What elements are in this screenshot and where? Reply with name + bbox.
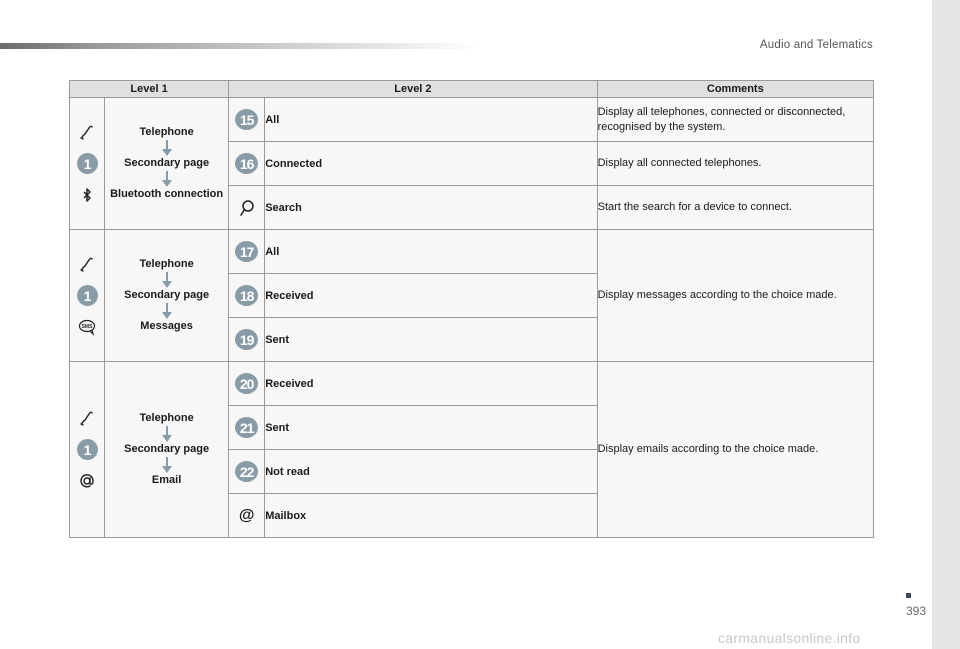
badge-21: 21 — [235, 417, 258, 438]
table-row — [70, 230, 874, 274]
path-step: Bluetooth connection — [110, 188, 224, 200]
header-gradient-bar — [0, 43, 480, 49]
section-title: Audio and Telematics — [759, 39, 873, 51]
path-step: Secondary page — [124, 443, 210, 455]
level2-label: Received — [265, 274, 597, 318]
path-step: Telephone — [139, 412, 194, 424]
table-header-row — [70, 81, 874, 98]
arrow-down-icon — [162, 272, 172, 288]
path-step: Email — [151, 474, 182, 486]
header-level1: Level 1 — [70, 81, 229, 98]
comment: Display emails according to the choice made. — [597, 362, 873, 538]
badge-22: 22 — [235, 461, 258, 482]
path-step: Secondary page — [124, 157, 210, 169]
sms-icon — [78, 318, 96, 336]
badge-1: 1 — [77, 439, 98, 460]
comment: Display messages according to the choice made. — [597, 230, 873, 362]
badge-18: 18 — [235, 285, 258, 306]
at-icon: @ — [238, 506, 255, 524]
table-row — [70, 362, 874, 406]
phone-icon — [78, 409, 96, 427]
group-path-bluetooth — [105, 98, 229, 230]
comment: Start the search for a device to connect. — [597, 186, 873, 230]
arrow-down-icon — [162, 140, 172, 156]
header-level2: Level 2 — [229, 81, 597, 98]
arrow-down-icon — [162, 426, 172, 442]
phone-icon — [78, 123, 96, 141]
level2-label: Mailbox — [265, 494, 597, 538]
page-number: 393 — [905, 604, 926, 618]
watermark: carmanualsonline.info — [718, 630, 861, 646]
badge-20: 20 — [235, 373, 258, 394]
menu-table — [69, 80, 874, 538]
path-step: Telephone — [139, 126, 194, 138]
table-row — [70, 98, 874, 142]
header-comments: Comments — [597, 81, 873, 98]
svg-text:SMS: SMS — [81, 324, 93, 330]
arrow-down-icon — [162, 457, 172, 473]
level2-label: All — [265, 98, 597, 142]
level2-label: Search — [265, 186, 597, 230]
badge-1: 1 — [77, 153, 98, 174]
level2-label: All — [265, 230, 597, 274]
group-icons-bluetooth — [70, 98, 105, 230]
path-step: Telephone — [139, 258, 194, 270]
page-marker — [906, 593, 911, 598]
group-icons-messages — [70, 230, 105, 362]
phone-icon — [78, 255, 96, 273]
group-icons-email — [70, 362, 105, 538]
badge-16: 16 — [235, 153, 258, 174]
page-side-strip — [932, 0, 960, 649]
comment: Display all connected telephones. — [597, 142, 873, 186]
badge-17: 17 — [235, 241, 258, 262]
level2-label: Sent — [265, 406, 597, 450]
level2-label: Connected — [265, 142, 597, 186]
group-path-email — [105, 362, 229, 538]
level2-label: Not read — [265, 450, 597, 494]
arrow-down-icon — [162, 171, 172, 187]
path-step: Secondary page — [124, 289, 210, 301]
path-step: Messages — [140, 320, 193, 332]
bluetooth-icon — [78, 186, 96, 204]
badge-15: 15 — [235, 109, 258, 130]
badge-1: 1 — [77, 285, 98, 306]
badge-19: 19 — [235, 329, 258, 350]
at-icon — [78, 472, 96, 490]
level2-label: Received — [265, 362, 597, 406]
level2-label: Sent — [265, 318, 597, 362]
search-icon — [238, 199, 256, 217]
comment: Display all telephones, connected or disconnected, recognised by the system. — [597, 98, 873, 142]
group-path-messages — [105, 230, 229, 362]
arrow-down-icon — [162, 303, 172, 319]
